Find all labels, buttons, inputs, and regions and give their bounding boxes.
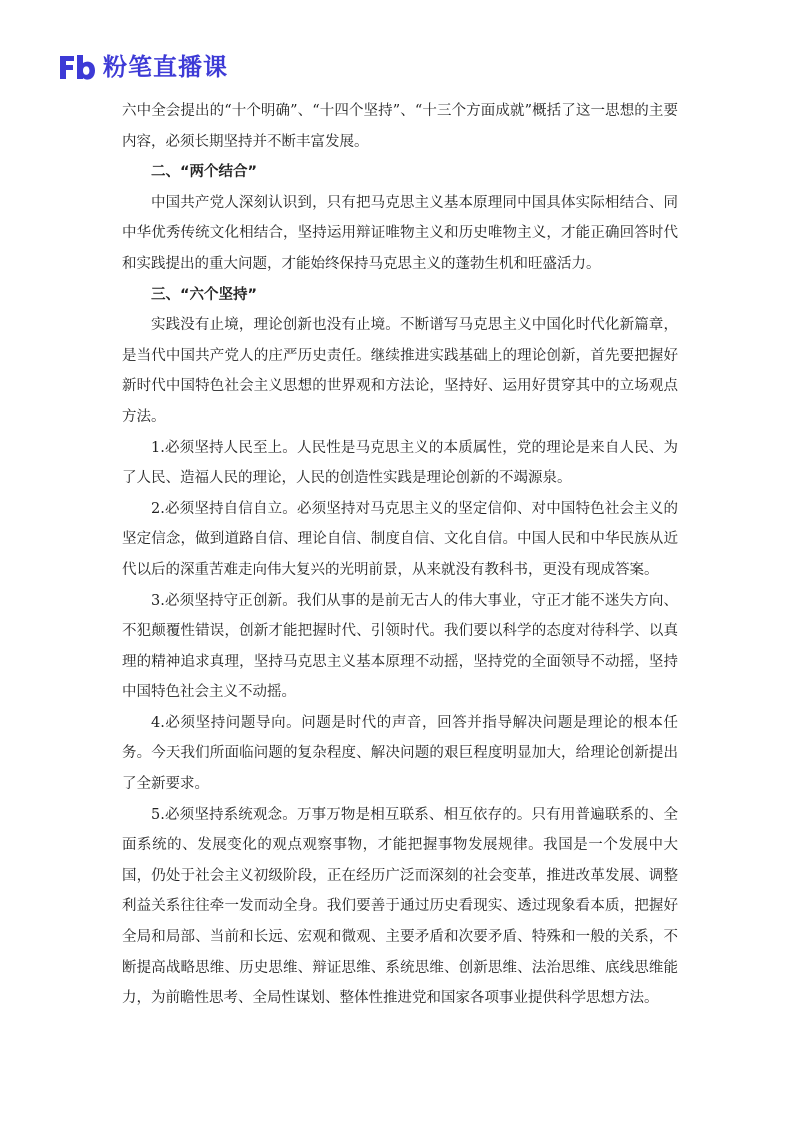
brand-name: 粉笔直播课 (103, 53, 228, 81)
list-item-2: 2.必须坚持自信自立。必须坚持对马克思主义的坚定信仰、对中国特色社会主义的坚定信念，做到道路自信、理论自信、制度自信、文化自信。中国人民和中华民族从近代以后的深重苦难走向伟大复兴的光明前景，从来就没有教科书，更没有现成答案。 (122, 500, 678, 578)
fb-logo-icon (57, 52, 97, 82)
list-item-1: 1.必须坚持人民至上。人民性是马克思主义的本质属性，党的理论是来自人民、为了人民、造福人民的理论，人民的创造性实践是理论创新的不竭源泉。 (122, 439, 678, 487)
intro-paragraph: 六中全会提出的“十个明确”、“十四个坚持”、“十三个方面成就”概括了这一思想的主要内容，必须长期坚持并不断丰富发展。 (122, 103, 678, 150)
section-heading-two-combinations: 二、“两个结合” (151, 164, 258, 181)
list-item-5: 5.必须坚持系统观念。万事万物是相互联系、相互依存的。只有用普遍联系的、全面系统的、发展变化的观点观察事物，才能把握事物发展规律。我国是一个发展中大国，仍处于社会主义初级阶段，正在经历广泛而深刻的社会变革，推进改革发展、调整利益关系往往牵一发而动全身。我们要善于通过历史看现实、透过现象看本质，把握好全局和局部、当前和长远、宏观和微观、主要矛盾和次要矛盾、特殊和一般的关系，不断提高战略思维、历史思维、辩证思维、系统思维、创新思维、法治思维、底线思维能力，为前瞻性思考、全局性谋划、整体性推进党和国家各项事业提供科学思想方法。 (122, 806, 678, 1007)
list-item-4: 4.必须坚持问题导向。问题是时代的声音，回答并指导解决问题是理论的根本任务。今天我们所面临问题的复杂程度、解决问题的艰巨程度明显加大，给理论创新提出了全新要求。 (122, 714, 678, 793)
brand-logo (57, 50, 228, 84)
list-item-3: 3.必须坚持守正创新。我们从事的是前无古人的伟大事业，守正才能不迷失方向、不犯颠覆性错误，创新才能把握时代、引领时代。我们要以科学的态度对待科学、以真理的精神追求真理，坚持马克思主义基本原理不动摇，坚持党的全面领导不动摇，坚持中国特色社会主义不动摇。 (122, 592, 678, 701)
document-body (122, 96, 678, 1014)
section-heading-six-adherences: 三、“六个坚持” (151, 286, 258, 303)
paragraph-six-adherences: 实践没有止境，理论创新也没有止境。不断谱写马克思主义中国化时代化新篇章，是当代中国共产党人的庄严历史责任。继续推进实践基础上的理论创新，首先要把握好新时代中国特色社会主义思想的世界观和方法论，坚持好、运用好贯穿其中的立场观点方法。 (122, 317, 678, 425)
paragraph-two-combinations: 中国共产党人深刻认识到，只有把马克思主义基本原理同中国具体实际相结合、同中华优秀传统文化相结合，坚持运用辩证唯物主义和历史唯物主义，才能正确回答时代和实践提出的重大问题，才能始终保持马克思主义的蓬勃生机和旺盛活力。 (122, 194, 678, 272)
